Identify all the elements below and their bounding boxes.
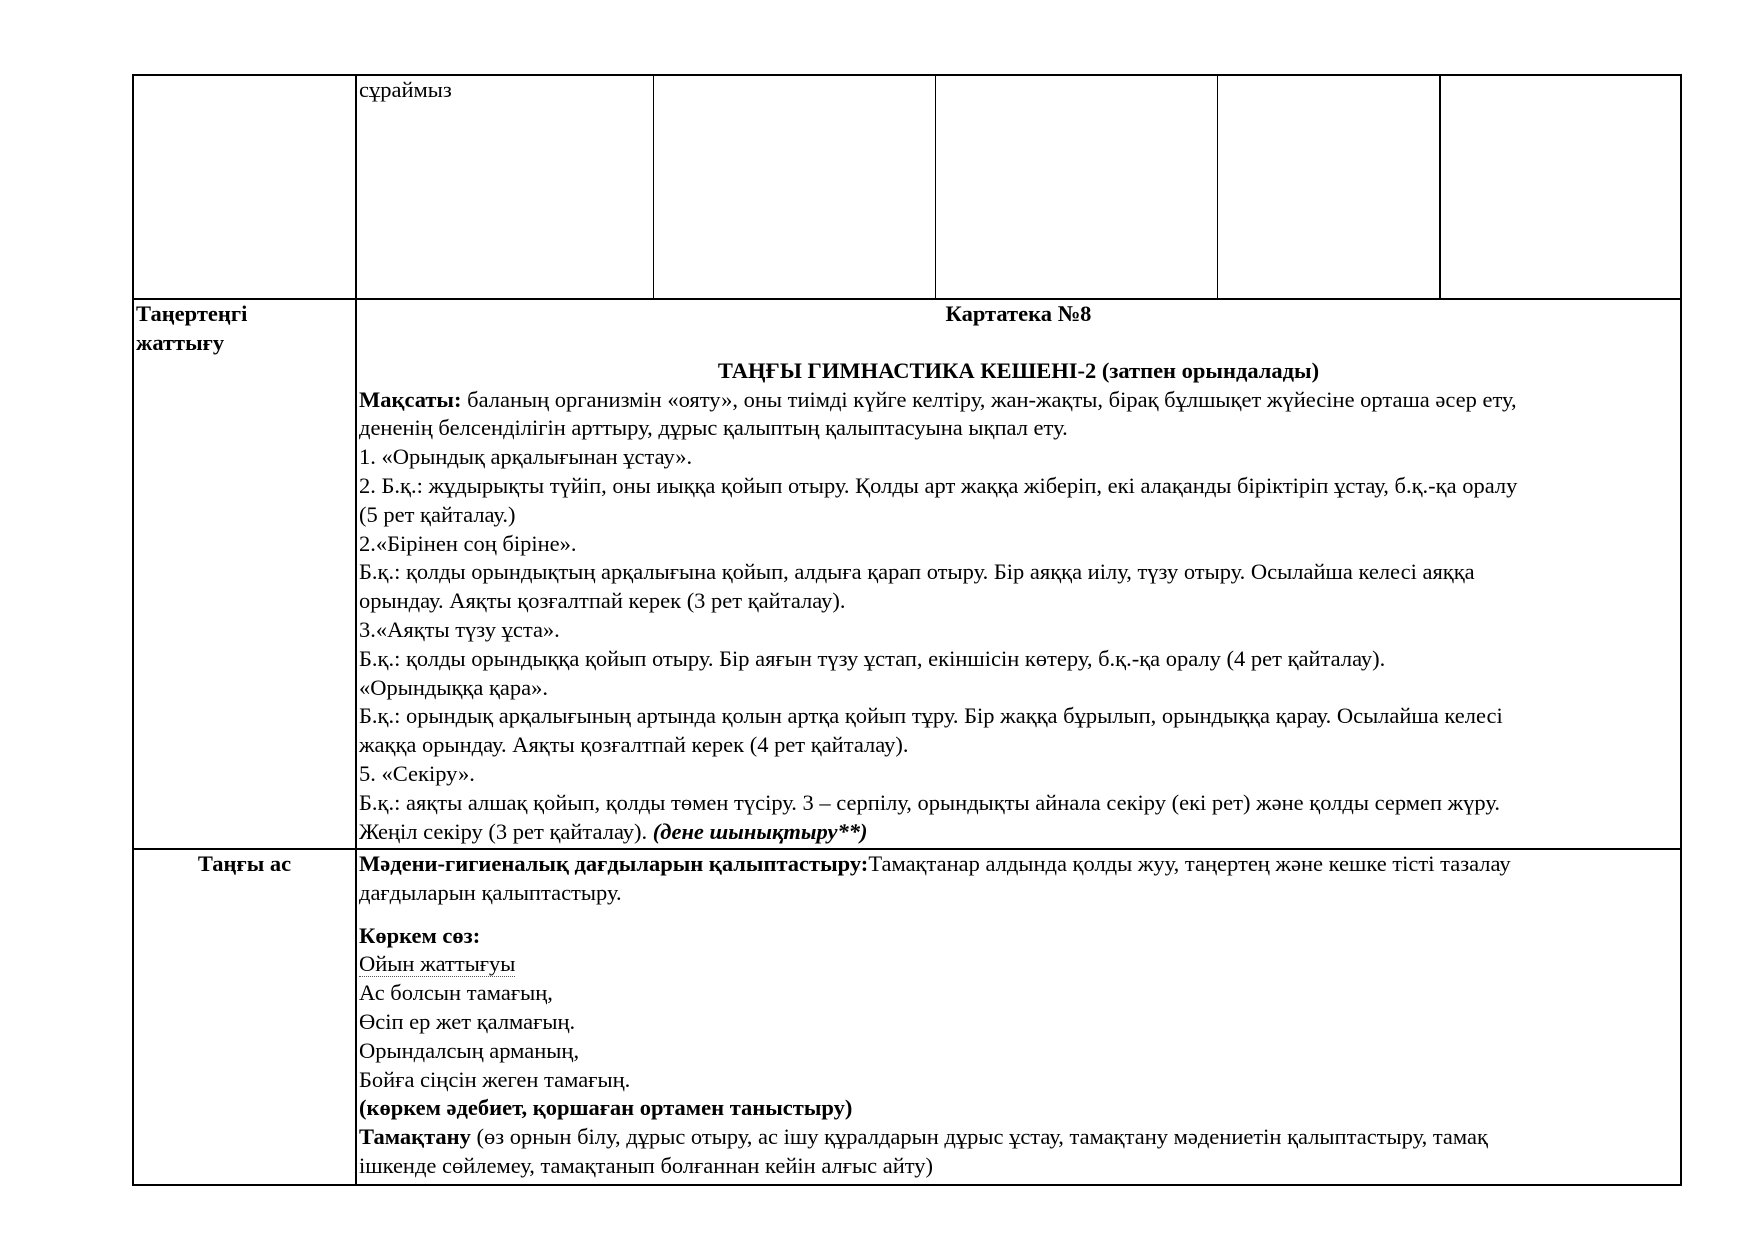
table-cell	[653, 75, 935, 299]
table-row	[133, 75, 1681, 299]
card-title: Картатека №8	[945, 301, 1092, 326]
morning-exercise-content	[356, 299, 1681, 849]
row-label: Таңғы ас	[197, 851, 292, 876]
text-line: дағдыларын қалыптастыру.	[359, 879, 622, 905]
habits-label: Мәдени-гигиеналық дағдыларын қалыптастыру:	[359, 851, 869, 876]
text-line: орындау. Аяқты қозғалтпай керек (3 рет қайталау).	[359, 588, 846, 614]
table-row-morning-exercise	[133, 299, 1681, 849]
table-cell	[356, 75, 653, 299]
row-label-cell	[133, 75, 356, 299]
row-label-cell	[133, 849, 356, 1185]
spacer	[359, 908, 1678, 922]
text-line: ішкенде сөйлемеу, тамақтанып болғаннан кейін алғыс айту)	[359, 1152, 934, 1178]
poem-line: Бойға сіңсін жеген тамағың.	[359, 1066, 631, 1092]
text-line: «Орындыққа қара».	[359, 674, 548, 700]
habits-text: Тамақтанар алдында қолды жуу, таңертең және кешке тісті тазалау	[868, 851, 1511, 876]
table-cell	[1440, 75, 1681, 299]
meal-line	[359, 1123, 1678, 1152]
row-label: Таңертеңгі	[136, 301, 248, 326]
poem-line: Ас болсын тамағың,	[359, 980, 553, 1006]
complex-title: ТАҢҒЫ ГИМНАСТИКА КЕШЕНІ-2 (затпен орындалады)	[717, 357, 1320, 383]
row-label: жаттығу	[136, 329, 225, 355]
goal-text: баланың организмін «ояту», оны тиімді күйге келтіру, жан-жақты, бірақ бұлшықет жүйесіне орташа әсер ету,	[461, 386, 1517, 412]
text-line: 2.«Бірінен соң біріне».	[359, 530, 577, 556]
text-line: жаққа орындау. Аяқты қозғалтпай керек (4 рет қайталау).	[359, 732, 909, 758]
goal-label: Мақсаты:	[359, 386, 462, 412]
table-cell	[935, 75, 1217, 299]
poem	[359, 979, 1678, 1094]
text-line: Б.қ.: аяқты алшақ қойып, қолды төмен түсіру. 3 – серпілу, орындықты айнала секіру (екі рет) және қолды сермеп жүру.	[359, 789, 1501, 815]
meal-label: Тамақтану	[359, 1124, 471, 1150]
text-line: Б.қ.: қолды орындықтың арқалығына қойып, алдыға қарап отыру. Бір аяққа иілу, түзу отыру. Осылайша келесі аяққа	[359, 559, 1475, 585]
row-label-cell	[133, 299, 356, 849]
last-line	[359, 818, 1678, 847]
spacer	[359, 329, 1678, 357]
text-line: 3.«Аяқты түзу ұста».	[359, 616, 560, 642]
cell-text: сұраймыз	[359, 77, 452, 102]
text-line: 5. «Секіру».	[359, 760, 475, 786]
text-line: 1. «Орындық арқалығынан ұстау».	[359, 444, 693, 470]
table-cell	[1217, 75, 1440, 299]
text-line: Б.қ.: орындық арқалығының артында қолын артқа қойып тұру. Бір жаққа бұрылып, орындыққа қарау. Осылайша келесі	[359, 703, 1503, 729]
subject-areas: (көркем әдебиет, қоршаған ортамен таныстыру)	[359, 1095, 853, 1121]
exercise-lines	[359, 414, 1678, 817]
meal-text: (өз орнын білу, дұрыс отыру, ас ішу құралдарын дұрыс ұстау, тамақтану мәдениетін қалыптастыру, тамақ	[470, 1124, 1488, 1150]
text-line: дененің белсенділігін арттыру, дұрыс қалыптың қалыптасуына ықпал ету.	[359, 415, 1068, 441]
art-word-label: Көркем сөз:	[359, 922, 481, 948]
schedule-table	[132, 74, 1682, 1186]
text-line: Б.қ.: қолды орындыққа қойып отыру. Бір аяғын түзу ұстап, екіншісін көтеру, б.қ.-қа оралу (4 рет қайталау).	[359, 645, 1386, 671]
breakfast-content	[356, 849, 1681, 1185]
goal-line	[359, 386, 1678, 415]
subject-note: (дене шынықтыру**)	[652, 818, 868, 844]
table-row-breakfast	[133, 849, 1681, 1185]
poem-line: Орындалсың арманың,	[359, 1037, 580, 1063]
habits-line	[359, 850, 1678, 879]
text-line: (5 рет қайталау.)	[359, 501, 516, 527]
poem-line: Өсіп ер жет қалмағың.	[359, 1008, 576, 1034]
text-line: 2. Б.қ.: жұдырықты түйіп, оны иыққа қойып отыру. Қолды арт жаққа жіберіп, екі алақанды біріктіріп ұстау, б.қ.-қа оралу	[359, 472, 1518, 498]
game-exercise-line	[359, 950, 1678, 979]
text-line: Жеңіл секіру (3 рет қайталау).	[359, 818, 653, 844]
game-exercise-link[interactable]: Ойын жаттығуы	[359, 951, 516, 977]
